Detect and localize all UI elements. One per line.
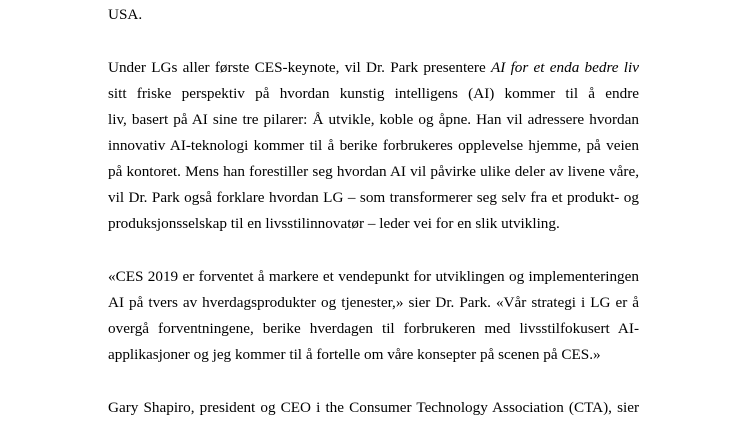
text-line: innovativ AI-teknologi kommer til å berike forbrukeres opplevelse hjemme, på veien — [108, 137, 639, 154]
paragraph-quote — [108, 264, 639, 368]
text-line: applikasjoner og jeg kommer til å fortelle om våre konsepter på scenen på CES.» — [108, 346, 601, 363]
talk-title: AI for et enda bedre liv — [490, 59, 639, 76]
text-line: på kontoret. Mens han forestiller seg hvordan AI vil påvirke ulike deler av livene våre, — [108, 163, 639, 180]
paragraph-cta — [108, 395, 639, 421]
paragraph-ces-keynote — [108, 55, 639, 237]
text-line: USA. — [108, 6, 143, 23]
text-line: vil Dr. Park også forklare hvordan LG – som transformerer seg selv fra et produkt- og — [108, 189, 639, 206]
text-line: overgå forventningene, berike hverdagen til forbrukeren med livsstilfokusert AI- — [108, 320, 639, 337]
document-page — [108, 0, 639, 421]
text-line: AI på tvers av hverdagsprodukter og tjenester,» sier Dr. Park. «Vår strategi i LG er å — [108, 294, 639, 311]
text-line: produksjonsselskap til en livsstilinnovatør – leder vei for en slik utvikling. — [108, 215, 560, 232]
text-line: sitt friske perspektiv på hvordan kunstig intelligens (AI) kommer til å endre — [108, 85, 639, 102]
text-line: «CES 2019 er forventet å markere et vendepunkt for utviklingen og implementeringen — [108, 268, 639, 285]
text-line: Under LGs aller første CES-keynote, vil Dr. Park presentere AI for et enda bedre liv — [108, 59, 639, 76]
text-line: liv, basert på AI sine tre pilarer: Å utvikle, koble og åpne. Han vil adressere hvordan — [108, 111, 639, 128]
text-line: Gary Shapiro, president og CEO i the Consumer Technology Association (CTA), sier — [108, 399, 639, 416]
